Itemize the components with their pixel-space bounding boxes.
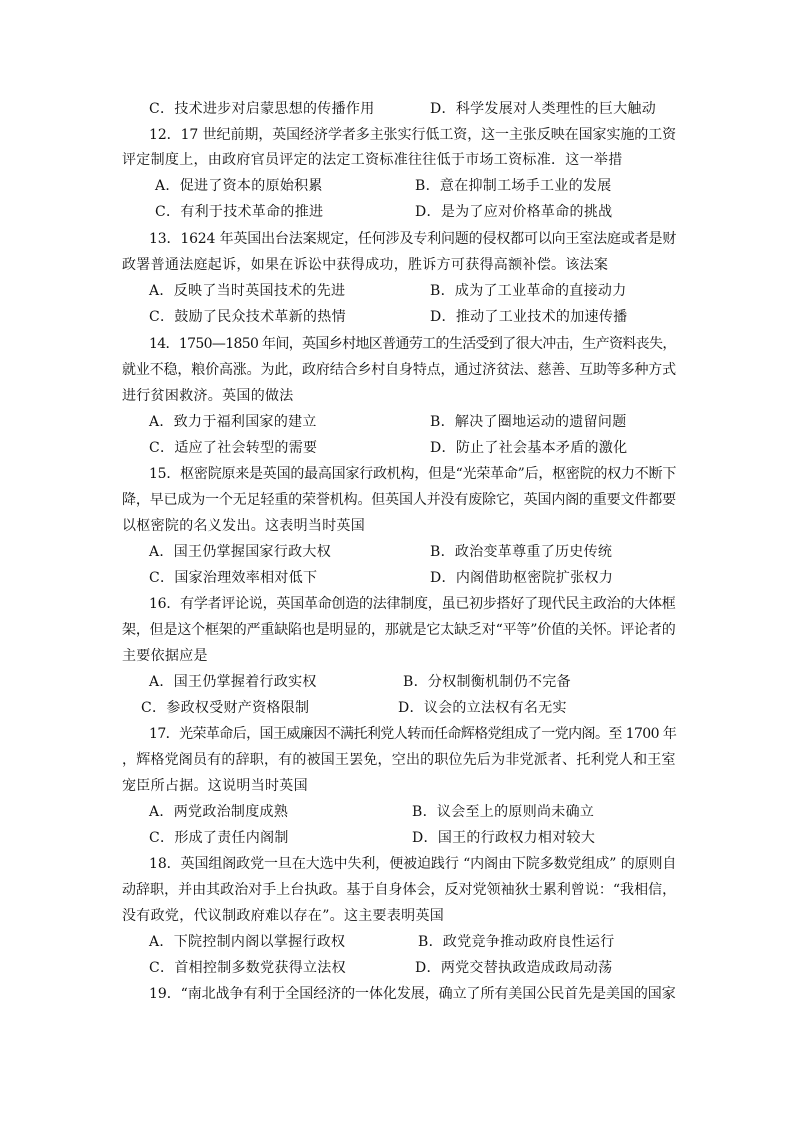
q13-option-c: C．鼓励了民众技术革新的热情 (149, 309, 346, 325)
q15-option-a: A．国王仍掌握国家行政大权 (149, 544, 332, 560)
q16-option-c: C．参政权受财产资格限制 (141, 700, 310, 716)
q14-stem-line-3: 进行贫困救济。英国的做法 (122, 388, 294, 404)
q11-option-c: C．技术进步对启蒙思想的传播作用 (149, 101, 375, 117)
q16-option-d: D．议会的立法权有名无实 (398, 700, 567, 716)
q16-option-a: A．国王仍掌握着行政实权 (149, 674, 317, 690)
q17-option-a: A．两党政治制度成熟 (149, 804, 289, 820)
q12-option-b: B．意在抑制工场手工业的发展 (415, 178, 612, 194)
q17-stem-line-3: 宠臣所占据。这说明当时英国 (122, 778, 308, 794)
q14-option-d: D．防止了社会基本矛盾的激化 (430, 440, 628, 456)
q12-option-c: C．有利于技术革命的推进 (155, 204, 324, 220)
q12-stem-line-1: 12．17 世纪前期，英国经济学者多主张实行低工资，这一主张反映在国家实施的工资 (149, 127, 677, 143)
q11-option-d: D．科学发展对人类理性的巨大触动 (430, 101, 657, 117)
q17-option-b: B．议会至上的原则尚未确立 (412, 804, 595, 820)
q18-stem-line-2: 动辞职，并由其政治对手上台执政。基于自身体会，反对党领袖狄士累利曾说：“我相信， (122, 882, 677, 898)
q17-stem-line-1: 17．光荣革命后，国王威廉因不满托利党人转而任命辉格党组成了一党内阁。至 1700 年 (149, 726, 677, 742)
q18-stem-line-1: 18．英国组阁政党一旦在大选中失利，便被迫践行 “内阁由下院多数党组成” 的原则自 (149, 856, 677, 872)
q15-stem-line-1: 15．枢密院原来是英国的最高国家行政机构，但是“光荣革命”后，枢密院的权力不断下 (149, 466, 677, 482)
q19-stem-line-1: 19．“南北战争有利于全国经济的一体化发展，确立了所有美国公民首先是美国的国家 (149, 986, 676, 1002)
q17-option-d: D．国王的行政权力相对较大 (412, 830, 596, 846)
q15-option-d: D．内阁借助枢密院扩张权力 (430, 570, 614, 586)
q12-option-d: D．是为了应对价格革命的挑战 (415, 204, 613, 220)
q16-stem-line-1: 16．有学者评论说，英国革命创造的法律制度，虽已初步搭好了现代民主政治的大体框 (149, 596, 676, 612)
q17-stem-line-2: ，辉格党阁员有的辞职，有的被国王罢免，空出的职位先后为非党派者、托利党人和王室 (122, 752, 676, 768)
q16-option-b: B．分权制衡机制仍不完备 (403, 674, 571, 690)
q13-stem-line-2: 政署普通法庭起诉，如果在诉讼中获得成功，胜诉方可获得高额补偿。该法案 (122, 257, 609, 273)
q18-option-d: D．两党交替执政造成政局动荡 (415, 960, 613, 976)
q15-option-b: B．政治变革尊重了历史传统 (430, 544, 613, 560)
q16-stem-line-3: 主要依据应是 (122, 648, 208, 664)
q13-option-b: B．成为了工业革命的直接动力 (430, 283, 627, 299)
q14-option-c: C．适应了社会转型的需要 (149, 440, 318, 456)
q14-stem-line-1: 14．1750—1850 年间，英国乡村地区普通劳工的生活受到了很大冲击，生产资料丧失， (149, 336, 676, 352)
q14-option-a: A．致力于福利国家的建立 (149, 414, 317, 430)
q12-stem-line-2: 评定制度上，由政府官员评定的法定工资标准往往低于市场工资标准．这一举措 (122, 152, 623, 168)
q18-option-b: B．政党竞争推动政府良性运行 (418, 934, 615, 950)
q12-option-a: A．促进了资本的原始积累 (155, 178, 323, 194)
q15-stem-line-3: 以枢密院的名义发出。这表明当时英国 (122, 518, 366, 534)
q14-option-b: B．解决了圈地运动的遗留问题 (430, 414, 627, 430)
q18-option-a: A．下院控制内阁以掌握行政权 (149, 934, 346, 950)
q13-stem-line-1: 13．1624 年英国出台法案规定，任何涉及专利问题的侵权都可以向王室法庭或者是财 (149, 231, 677, 247)
q16-stem-line-2: 架，但是这个框架的严重缺陷也是明显的，那就是它太缺乏对“平等”价值的关怀。评论者的 (122, 622, 676, 638)
q15-option-c: C．国家治理效率相对低下 (149, 570, 318, 586)
q17-option-c: C．形成了责任内阁制 (149, 830, 289, 846)
q13-option-a: A．反映了当时英国技术的先进 (149, 283, 346, 299)
q18-option-c: C．首相控制多数党获得立法权 (149, 960, 346, 976)
q14-stem-line-2: 就业不稳，粮价高涨。为此，政府结合乡村自身特点，通过济贫法、慈善、互助等多种方式 (122, 362, 676, 378)
q13-option-d: D．推动了工业技术的加速传播 (430, 309, 628, 325)
q18-stem-line-3: 没有政党，代议制政府难以存在”。这主要表明英国 (122, 908, 445, 924)
q15-stem-line-2: 降，早已成为一个无足轻重的荣誉机构。但英国人并没有废除它，英国内阁的重要文件都要 (122, 492, 676, 508)
